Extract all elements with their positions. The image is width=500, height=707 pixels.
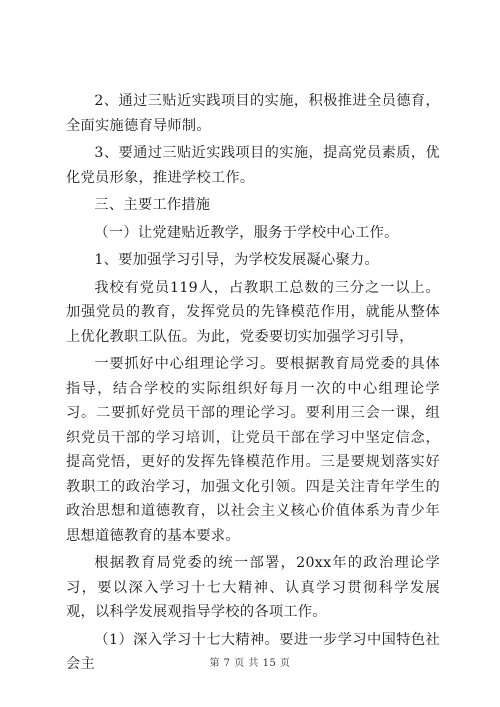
paragraph-party-members: 我校有党员119人，占教职工总数的三分之一以上。加强党员的教育，发挥党员的先锋模范作用，就能从整体上优化教职工队伍。为此，党委要切实加强学习引导， [66,279,440,345]
paragraph-deployment: 根据教育局党委的统一部署，20xx年的政治理论学习，要以深入学习十七大精神、认真学习贯彻科学发展观，以科学发展观指导学校的各项工作。 [66,555,440,620]
paragraph-item-2: 2、通过三贴近实践项目的实施，积极推进全员德育，全面实施德育导师制。 [66,93,440,134]
page-footer: 第 7 页 共 15 页 [209,658,291,669]
document-body [66,89,440,677]
paragraph-item-3: 3、要通过三贴近实践项目的实施，提高党员素质，优化党员形象，推进学校工作。 [66,145,440,186]
paragraph-item-1-study: （1）深入学习十七大精神。要进一步学习中国特色社会主 [66,631,440,672]
section-heading-measures: 三、主要工作措施 [94,197,211,213]
paragraph-point-1: 1、要加强学习引导，为学校发展凝心聚力。 [94,252,379,268]
paragraph-study-plan: 一要抓好中心组理论学习。要根据教育局党委的具体指导，结合学校的实际组织好每月一次的中心组理论学习。二要抓好党员干部的理论学习。要利用三会一课，组织党员干部的学习培训，让党员干部在学习中坚定信念，提高党悟，更好的发挥先锋模范作用。三是要规划落实好教职工的政治学习，加强文化引领。四是关注青年学生的政治思想和道德教育，以社会主义核心价值体系为青少年思想道德教育的基本要求。 [66,356,440,544]
subsection-heading-1: （一）让党建贴近教学，服务于学校中心工作。 [94,224,399,241]
